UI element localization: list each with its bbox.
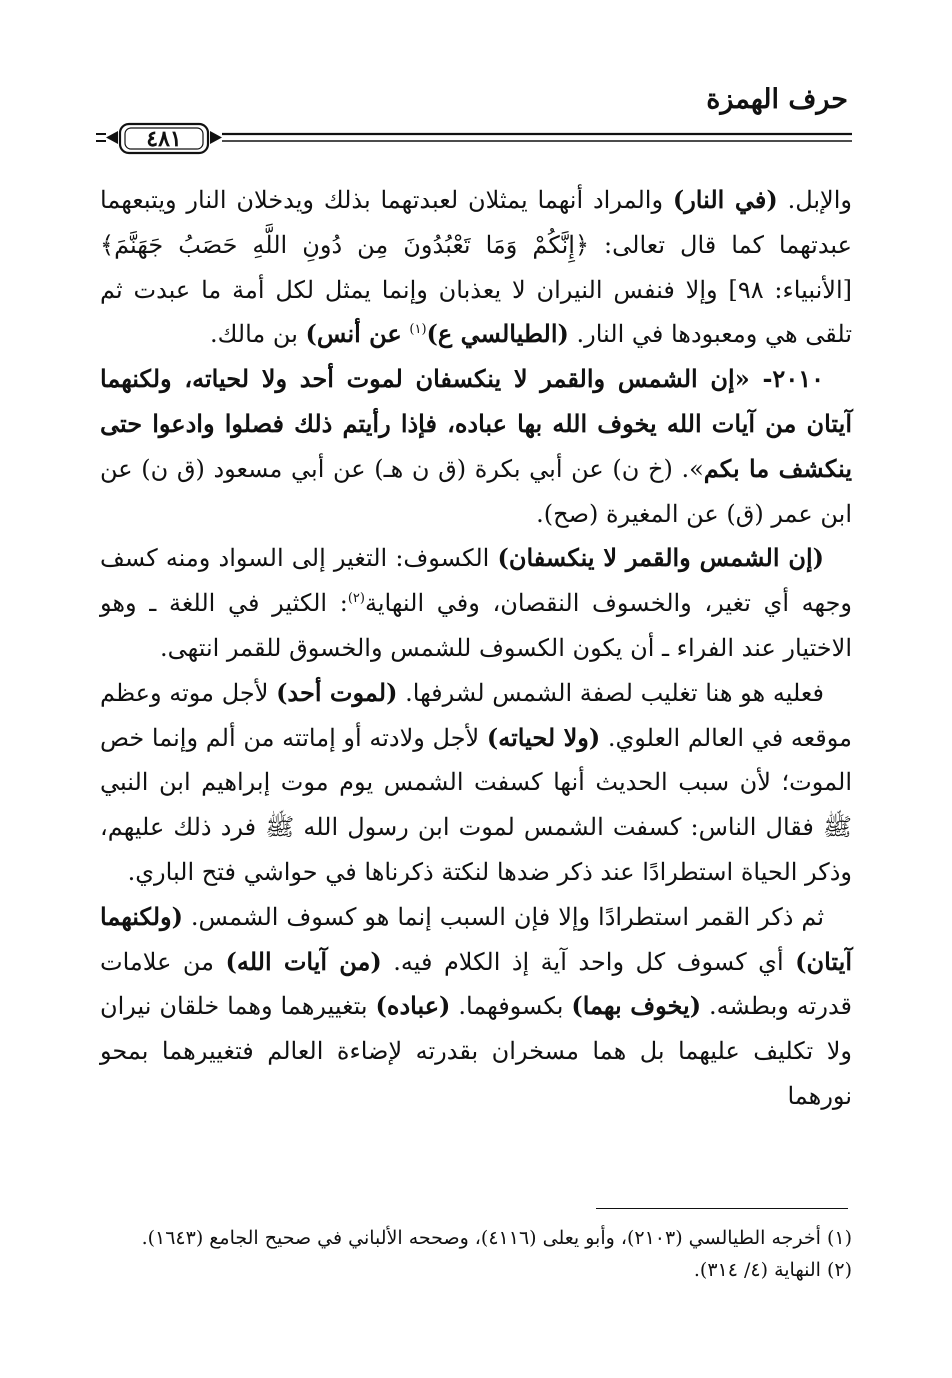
- main-text: [100, 178, 852, 1119]
- paragraph-5: [100, 895, 852, 1119]
- quoted-term: (يخوف بهما): [571, 991, 702, 1021]
- page-number: ٤٨١: [146, 126, 182, 152]
- paragraph-1: [100, 178, 852, 357]
- hadith-2010: [100, 357, 852, 536]
- quran-verse: ﴿إِنَّكُمْ وَمَا تَعْبُدُونَ مِن دُونِ اللَّهِ حَصَبُ جَهَنَّمَ﴾: [100, 230, 590, 259]
- text-run: : الكثير في اللغة ـ وهو الاختيار عند الفراء ـ أن يكون الكسوف للشمس والخسوق للقمر انتهى.: [100, 589, 852, 662]
- quoted-term: (إن الشمس والقمر لا ينكسفان): [497, 543, 825, 573]
- quoted-term: (عباده): [375, 991, 451, 1021]
- footnote-2: (٢) النهاية (٤/ ٣١٤).: [693, 1259, 852, 1281]
- text-run: ثم ذكر القمر استطرادًا وإلا فإن السبب إنما هو كسوف الشمس.: [183, 902, 824, 931]
- quoted-term: (في النار): [672, 185, 778, 214]
- text-run: أي كسوف كل واحد آية إذ الكلام فيه.: [381, 947, 796, 976]
- running-title: حرف الهمزة: [706, 84, 848, 115]
- text-run: والإبل.: [777, 186, 852, 214]
- quoted-term: (ولكنهما آيتان): [100, 901, 853, 976]
- text-run: الكسوف: التغير إلى السواد ومنه كسف وجهه أي تغير، والخسوف النقصان، وفي النهاية: [100, 544, 853, 618]
- paragraph-4: [100, 671, 852, 895]
- text-run: بن مالك.: [209, 320, 306, 349]
- footnote-ref-1: (١): [409, 322, 427, 338]
- footnote-1: (١) أخرجه الطيالسي (٢١٠٣)، وأبو يعلى (٤١١٦)، وصححه الألباني في صحيح الجامع (١٦٤٣).: [141, 1227, 852, 1249]
- hadith-number: ٢٠١٠- «: [734, 364, 824, 394]
- narrator-citation: عن أنس): [305, 319, 402, 349]
- text-run: والمراد أنهما يمثلان لعبدتهما بذلك ويدخلان النار ويتبعهما عبدتهما كما قال تعالى:: [100, 186, 852, 259]
- footnote-ref-2: (٢): [347, 591, 365, 607]
- footnotes: [100, 1222, 852, 1286]
- hadith-sources: ». (خ ن) عن أبي بكرة (ق ن هـ) عن أبي مسعود (ق ن) عن ابن عمر (ق) عن المغيرة (صح).: [100, 454, 852, 528]
- footnote-separator: [596, 1208, 848, 1209]
- paragraph-3: [100, 536, 852, 670]
- quoted-term: (ولا لحياته): [486, 722, 601, 752]
- text-run: لأجل موته وعظم موقعه في العالم العلوي.: [100, 678, 853, 752]
- text-run: بكسوفهما.: [450, 992, 572, 1021]
- text-run: من علامات قدرته وبطشه.: [100, 947, 853, 1021]
- text-run: فعليه هو هنا تغليب لصفة الشمس لشرفها.: [397, 678, 824, 707]
- source-citation: (الطيالسي ع): [426, 319, 569, 349]
- text-run: [الأنبياء: ٩٨] وإلا فنفس النيران لا يعذبان وإنما يمثل لكل أمة ما عبدت ثم تلقى هي ومعبودها في النار.: [100, 275, 852, 349]
- text-run: لأجل ولادته أو إماتته من ألم وإنما خص الموت؛ لأن سبب الحديث أنها كسفت الشمس يوم موت إبراهيم ابن النبي ﷺ فقال الناس: كسفت الشمس لموت ابن رسول الله ﷺ فرد ذلك عليهم، وذكر الحياة استطرادًا عند ذكر ضدها لنكتة ذكرناها في حواشي فتح الباري.: [100, 723, 852, 886]
- hadith-text: إن الشمس والقمر لا ينكسفان لموت أحد ولا لحياته، ولكنهما آيتان من آيات الله يخوف الله بها عباده، فإذا رأيتم ذلك فصلوا وادعوا حتى ينكشف ما بكم: [100, 364, 852, 483]
- header-rule-ornament: [96, 122, 852, 156]
- quoted-term: (لموت أحد): [276, 677, 398, 707]
- quoted-term: (من آيات الله): [225, 946, 382, 976]
- text-run: بتغييرهما وهما خلقان نيران ولا تكليف عليهما بل هما مسخران بقدرته لإضاءة العالم فتغييرهما بمحو نورهما: [100, 992, 852, 1110]
- header-rule: [96, 122, 852, 156]
